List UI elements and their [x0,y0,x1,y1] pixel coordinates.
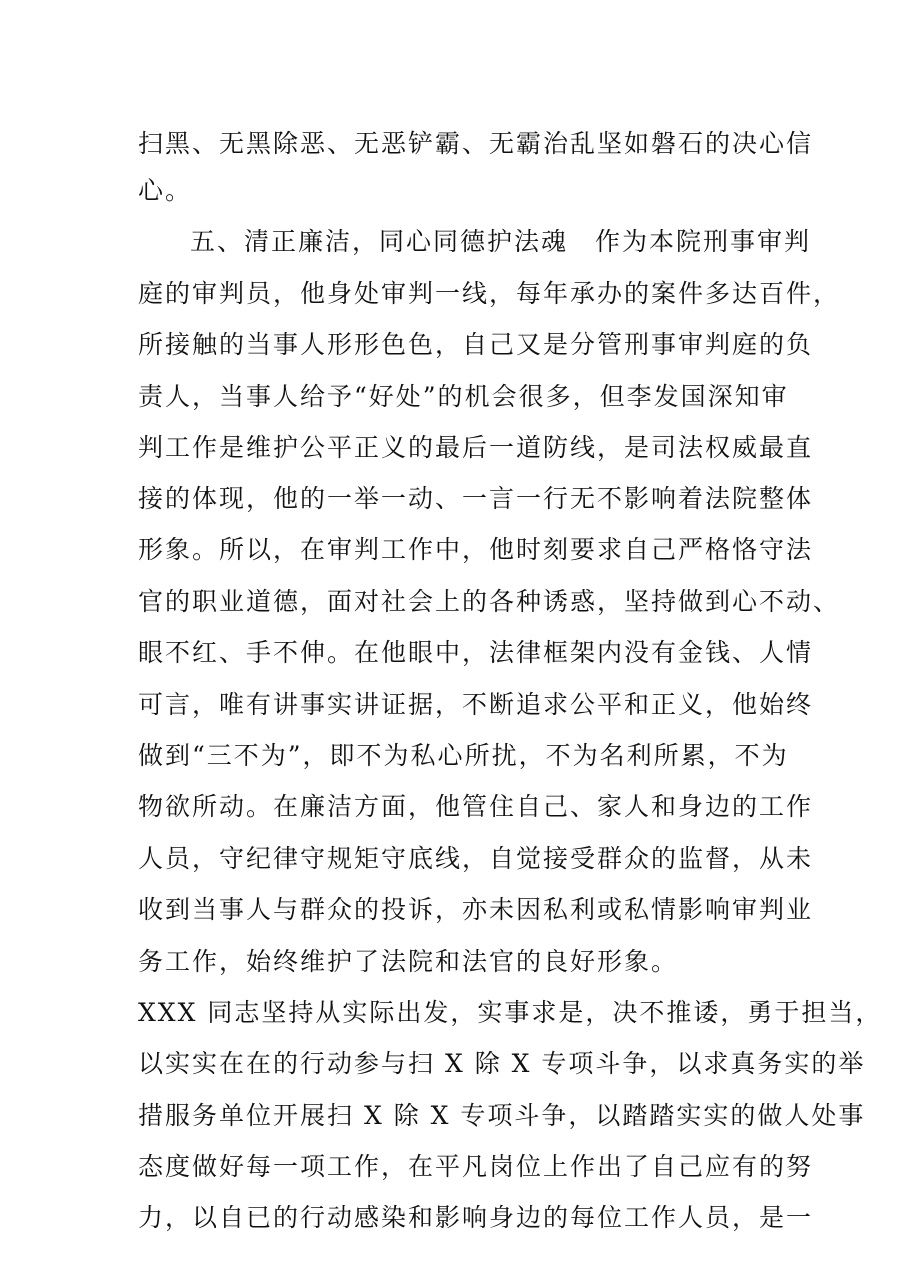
paragraph-line: 心。 [138,176,193,205]
paragraph-line: 以实实在在的行动参与扫 X 除 X 专项斗争，以求真务实的举 [138,1049,866,1078]
paragraph-line: 措服务单位开展扫 X 除 X 专项斗争，以踏踏实实的做人处事 [138,1101,866,1130]
paragraph-line: 判工作是维护公平正义的最后一道防线，是司法权威最直 [138,433,814,462]
paragraph-line: 可言，唯有讲事实讲证据，不断追求公平和正义，他始终 [138,690,814,719]
paragraph-line: 务工作，始终维护了法院和法官的良好形象。 [138,947,679,976]
paragraph-line: 扫黑、无黑除恶、无恶铲霸、无霸治乱坚如磐石的决心信 [138,129,814,158]
paragraph-line: 官的职业道德，面对社会上的各种诱惑，坚持做到心不动、 [138,587,841,616]
paragraph-line: 所接触的当事人形形色色，自己又是分管刑事审判庭的负 [138,330,814,359]
paragraph-line: 物欲所动。在廉洁方面，他管住自己、家人和身边的工作 [138,792,814,821]
paragraph-line: 责人，当事人给予“好处”的机会很多，但李发国深知审 [138,382,789,411]
paragraph-line: 收到当事人与群众的投诉，亦未因私利或私情影响审判业 [138,895,814,924]
paragraph-line: 做到“三不为”，即不为私心所扰，不为名利所累，不为 [138,741,789,770]
paragraph-line: XXX 同志坚持从实际出发，实事求是，决不推诿，勇于担当， [138,998,883,1027]
paragraph-line: 态度做好每一项工作，在平凡岗位上作出了自己应有的努 [138,1152,814,1181]
section-heading-line: 五、清正廉洁，同心同德护法魂 作为本院刑事审判 [190,227,812,256]
paragraph-line: 人员，守纪律守规矩守底线，自觉接受群众的监督，从未 [138,844,814,873]
paragraph-line: 眼不红、手不伸。在他眼中，法律框架内没有金钱、人情 [138,638,814,667]
paragraph-line: 庭的审判员，他身处审判一线，每年承办的案件多达百件， [138,279,841,308]
paragraph-line: 形象。所以，在审判工作中，他时刻要求自己严格恪守法 [138,535,814,564]
paragraph-line: 力，以自已的行动感染和影响身边的每位工作人员，是一 [138,1203,814,1232]
paragraph-line: 接的体现，他的一举一动、一言一行无不影响着法院整体 [138,484,814,513]
